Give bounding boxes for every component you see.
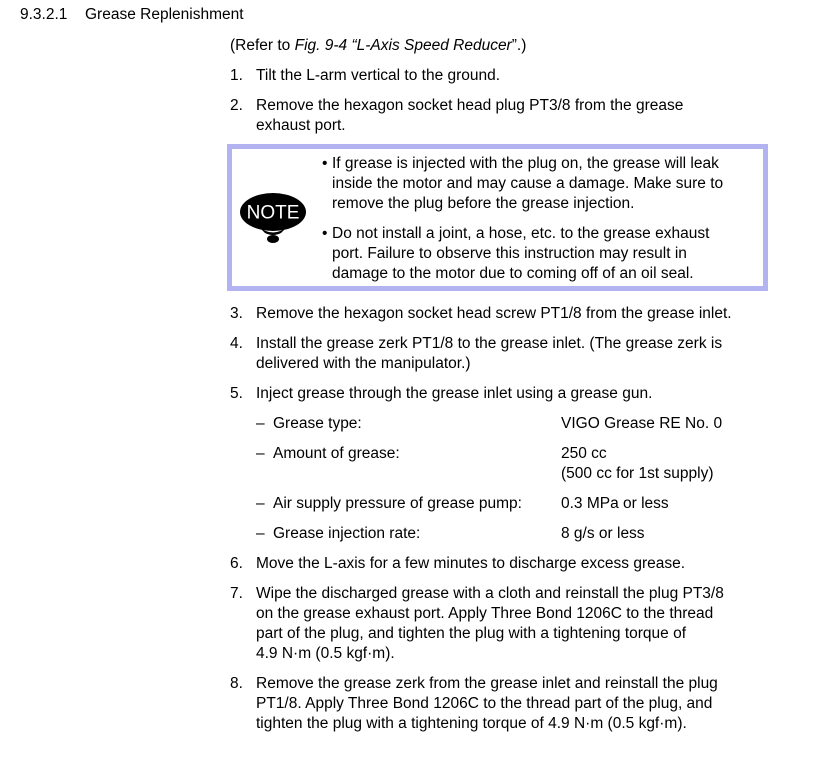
- note-text: port. Failure to observe this instruction may result in: [332, 245, 687, 262]
- step-text: Inject grease through the grease inlet using a grease gun.: [256, 385, 653, 402]
- step-number: 5.: [230, 385, 243, 402]
- step-text: PT1/8. Apply Three Bond 1206C to the thread part of the plug, and: [256, 695, 713, 712]
- section-title: Grease Replenishment: [85, 6, 244, 23]
- spec-dash: –: [256, 525, 265, 542]
- step-text: tighten the plug with a tightening torque of 4.9 N·m (0.5 kgf·m).: [256, 715, 687, 732]
- step-text: delivered with the manipulator.): [256, 355, 471, 372]
- step-text: Remove the hexagon socket head plug PT3/8 from the grease: [256, 97, 684, 114]
- note-text: damage to the motor due to coming off of an oil seal.: [332, 265, 694, 282]
- step-text: 4.9 N·m (0.5 kgf·m).: [256, 645, 395, 662]
- step-text: Remove the grease zerk from the grease inlet and reinstall the plug: [256, 675, 718, 692]
- spec-label: Grease type:: [273, 415, 362, 432]
- step-number: 4.: [230, 335, 243, 352]
- spec-dash: –: [256, 495, 265, 512]
- note-icon: [237, 190, 309, 252]
- spec-value: 8 g/s or less: [561, 525, 645, 542]
- step-text: Install the grease zerk PT1/8 to the grease inlet. (The grease zerk is: [256, 335, 723, 352]
- spec-dash: –: [256, 445, 265, 462]
- refer-prefix: (Refer to: [230, 37, 295, 54]
- spec-label: Grease injection rate:: [273, 525, 421, 542]
- figure-title: “L-Axis Speed Reducer: [347, 37, 512, 54]
- spec-value: VIGO Grease RE No. 0: [561, 415, 723, 432]
- note-text: Do not install a joint, a hose, etc. to the grease exhaust: [332, 225, 710, 242]
- step-number: 7.: [230, 585, 243, 602]
- spec-value: 250 cc: [561, 445, 607, 462]
- note-bullet: •: [322, 225, 328, 242]
- step-number: 8.: [230, 675, 243, 692]
- section-number: 9.3.2.1: [20, 6, 68, 23]
- refer-suffix: ”.): [511, 37, 527, 54]
- step-text: part of the plug, and tighten the plug with a tightening torque of: [256, 625, 687, 642]
- spec-label: Amount of grease:: [273, 445, 400, 462]
- step-number: 1.: [230, 67, 243, 84]
- step-text: on the grease exhaust port. Apply Three Bond 1206C to the thread: [256, 605, 714, 622]
- step-text: Tilt the L-arm vertical to the ground.: [256, 67, 501, 84]
- note-icon-label: NOTE: [246, 202, 300, 224]
- refer-line: [230, 37, 526, 55]
- step-text: Move the L-axis for a few minutes to discharge excess grease.: [256, 555, 686, 572]
- note-bullet: •: [322, 155, 328, 172]
- note-text: If grease is injected with the plug on, the grease will leak: [332, 155, 719, 172]
- note-text: remove the plug before the grease injection.: [332, 195, 635, 212]
- figure-reference: Fig. 9-4: [294, 37, 348, 54]
- spec-dash: –: [256, 415, 265, 432]
- note-text: inside the motor and may cause a damage. Make sure to: [332, 175, 724, 192]
- step-number: 2.: [230, 97, 243, 114]
- step-text: Remove the hexagon socket head screw PT1/8 from the grease inlet.: [256, 305, 732, 322]
- step-number: 3.: [230, 305, 243, 322]
- spec-value: (500 cc for 1st supply): [561, 465, 714, 482]
- step-text: Wipe the discharged grease with a cloth and reinstall the plug PT3/8: [256, 585, 724, 602]
- step-number: 6.: [230, 555, 243, 572]
- step-text: exhaust port.: [256, 117, 346, 134]
- spec-value: 0.3 MPa or less: [561, 495, 669, 512]
- spec-label: Air supply pressure of grease pump:: [273, 495, 522, 512]
